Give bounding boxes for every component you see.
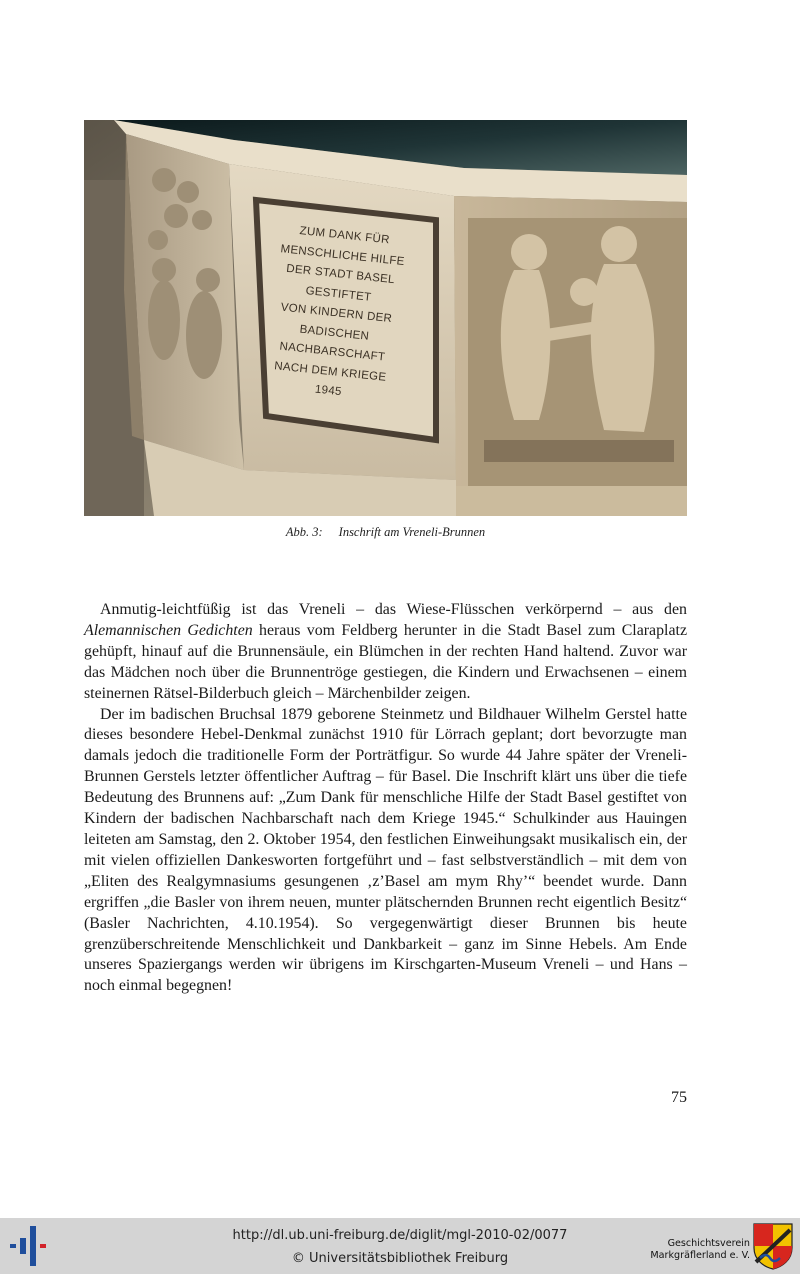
caption-text: Inschrift am Vreneli-Brunnen [338, 525, 486, 539]
footer-bar [0, 1218, 800, 1274]
inscription-line: GESTIFTET [305, 284, 372, 304]
paragraph-1-end: heraus vom Feldberg herunter in die Stadt Basel zum Claraplatz gehüpft, hinauf auf die Brunnensäule, ein Blümchen in der rechten Hand haltend. Zuvor war das Mädchen noch über die Brunnentröge gestiegen, die Kindern und Erwachsenen – einem steinernen Rätsel-Bilderbuch gleich – Märchenbilder zeigen. [84, 621, 687, 702]
caption-label: Abb. 3: [285, 525, 323, 539]
inscription-line: 1945 [314, 383, 343, 399]
society-name [622, 1238, 750, 1262]
paragraph-1-start: Anmutig-leichtfüßig ist das Vreneli – das Wiese-Flüsschen verkörpernd – aus den [100, 601, 687, 618]
inscription-line: MENSCHLICHE HILFE [279, 242, 406, 268]
paragraph-1 [84, 600, 687, 705]
book-title: Alemannischen Gedichten [84, 621, 253, 639]
inscription-line: DER STADT BASEL [285, 262, 396, 287]
inscription-line: BADISCHEN [299, 323, 370, 343]
markgraeflerland-crest-icon[interactable] [752, 1222, 794, 1270]
page-number: 75 [671, 1089, 687, 1106]
society-line: Geschichtsverein [667, 1238, 750, 1249]
inscription-line: NACHBARSCHAFT [278, 340, 386, 364]
ub-freiburg-logo-icon[interactable] [8, 1224, 52, 1268]
society-line: Markgräflerland e. V. [650, 1250, 750, 1261]
inscription-line: NACH DEM KRIEGE [273, 359, 387, 384]
copyright: © Universitätsbibliothek Freiburg [291, 1251, 509, 1266]
body-text [84, 600, 687, 997]
inscription-line: ZUM DANK FÜR [298, 225, 391, 247]
inscription [244, 218, 429, 410]
inscription-line: VON KINDERN DER [280, 301, 393, 326]
figure-caption [84, 525, 687, 540]
paragraph-2: Der im badischen Bruchsal 1879 geborene Steinmetz und Bildhauer Wilhelm Gerstel hatte dieses besondere Hebel-Denkmal zunächst 1910 für Lörrach geplant; dort bevorzugte man damals jedoch die traditionelle Form der Porträtfigur. So wurde 44 Jahre später der Vreneli-Brunnen Gerstels letzter öffentlicher Auftrag – für Basel. Die Inschrift klärt uns über die tiefe Bedeutung des Brunnens auf: „Zum Dank für menschliche Hilfe der Stadt Basel gestiftet von Kindern der badischen Nachbarschaft nach dem Kriege 1945.“ Schulkinder aus Hauingen leiteten am Samstag, den 2. Oktober 1954, den festlichen Einweihungsakt musikalisch ein, der mit vielen offiziellen Dankesworten fortgeführt und – fast selbstverständlich – mit dem von „Eliten des Realgymnasiums gesungenen ‚z’Basel am mym Rhy’“ beendet wurde. Dann ergriffen „die Basler von ihrem neuen, munter plätschernden Brunnen recht eigentlich Besitz“ (Basler Nachrichten, 4.10.1954). So vergegenwärtigt dieser Brunnen bis heute grenzüberschreitende Menschlichkeit und Dankbarkeit – ganz im Sinne Hebels. Am Ende unseres Spaziergangs werden wir übrigens im Kirschgarten-Museum Vreneli – und Hans – noch einmal begegnen! [84, 705, 687, 995]
document-url[interactable]: http://dl.ub.uni-freiburg.de/diglit/mgl-2010-02/0077 [232, 1228, 568, 1243]
fountain-photo [84, 120, 687, 516]
